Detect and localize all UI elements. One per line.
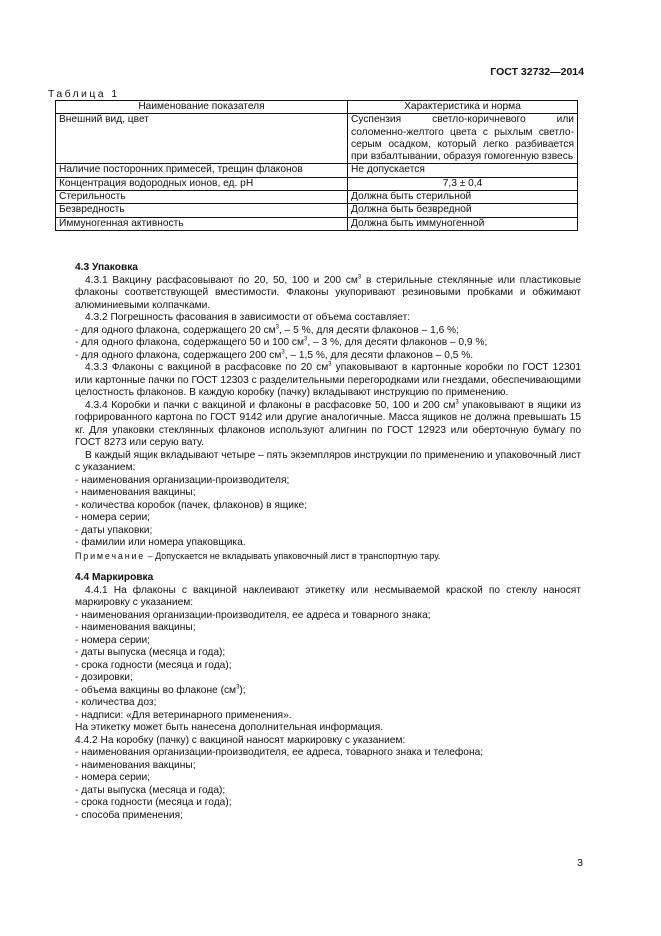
table-cell: Внешний вид, цвет	[56, 114, 348, 164]
table-row	[56, 177, 578, 190]
paragraph-4-3-3: 4.3.3 Флаконы с вакциной в расфасовке по 20 $см^3$ упаковывают в картонные коробки по ГОСТ 12301 или картонные пачки по ГОСТ 12303 с разделительными перегородками или гнездами, обеспечивающими целостность флаконов. В каждую коробку (пачку) вкладывают инструкцию по применению.	[75, 361, 582, 398]
specification-table	[55, 100, 578, 231]
list-item: - для одного флакона, содержащего 20 $см^3$, – 5 %, для десяти флаконов – 1,6 %;	[75, 324, 459, 336]
list-item: - объема вакцины во флаконе $(см^3)$;	[75, 684, 246, 696]
table-cell: Наличие посторонних примесей, трещин флаконов	[56, 164, 348, 177]
list-item: - наименования вакцины;	[75, 487, 196, 498]
list-item: - наименования вакцины;	[75, 622, 196, 633]
column-header: Характеристика и норма	[348, 101, 578, 114]
table-caption: Таблица 1	[48, 88, 120, 100]
list-item: - наименования вакцины;	[75, 759, 196, 771]
table-row	[56, 114, 578, 164]
paragraph-extra-info: На этикетку может быть нанесена дополнительная информация.	[75, 722, 384, 733]
table-cell: Безвредность	[56, 204, 348, 217]
list-item: - номера серии;	[75, 772, 150, 783]
paragraph-4-3-4: 4.3.4 Коробки и пачки с вакциной и флаконы в расфасовке 50, 100 и 200 $см^3$ упаковывают в ящики из гофрированного картона по ГОСТ 9142 или другие аналогичные. Масса ящиков не должна превышать 15 кг. Для упаковки стеклянных флаконов используют алигнин по ГОСТ 12923 или оберточную бумагу по ГОСТ 8273 или серую вату.	[75, 399, 581, 448]
list-item: - наименования организации-производителя, ее адреса, товарного знака и телефона;	[75, 747, 484, 758]
table-row	[56, 191, 578, 204]
list-item: - номера серии;	[75, 512, 150, 523]
list-item: - фамилии или номера упаковщика.	[75, 537, 246, 548]
paragraph-4-3-2: 4.3.2 Погрешность фасования в зависимости от объема составляет:	[85, 312, 411, 323]
list-item: - для одного флакона, содержащего 200 $см^3$, – 1,5 %, для десяти флаконов – 0,5 %.	[75, 349, 474, 361]
table-cell: 7,3 ± 0,4	[348, 177, 578, 190]
list-item: - срока годности (месяца и года);	[75, 797, 232, 808]
column-header: Наименование показателя	[56, 101, 348, 114]
list-item: - номера серии;	[75, 634, 150, 646]
table-cell: Иммуногенная активность	[56, 217, 348, 230]
paragraph-4-4-2: 4.4.2 На коробку (пачку) с вакциной наносят маркировку с указанием:	[75, 734, 406, 746]
section-heading-packing: 4.3 Упаковка	[75, 262, 138, 273]
list-item: - для одного флакона, содержащего 50 и 100 $см^3$, – 3 %, для десяти флаконов – 0,9 %;	[75, 336, 488, 348]
list-item: - надписи: «Для ветеринарного применения».	[75, 709, 292, 721]
standard-header: ГОСТ 32732—2014	[490, 66, 584, 78]
list-item: - срока годности (месяца и года);	[75, 659, 232, 671]
page-number: 3	[577, 857, 583, 869]
spacer	[75, 562, 581, 572]
list-item: - даты выпуска (месяца и года);	[75, 647, 226, 658]
table-row	[56, 164, 578, 177]
table-cell: Должна быть иммуногенной	[348, 217, 578, 230]
table-row	[56, 204, 578, 217]
list-item: - дозировки;	[75, 672, 133, 683]
list-item: - даты упаковки;	[75, 524, 153, 536]
paragraph-4-4-1: 4.4.1 На флаконы с вакциной наклеивают этикетку или несмываемой краской по стеклу наносят маркировку с указанием:	[75, 584, 581, 608]
table-cell: Должна быть стерильной	[348, 191, 578, 204]
list-item: - наименования организации-производителя;	[75, 474, 290, 486]
paragraph-4-3-5: В каждый ящик вкладывают четыре – пять экземпляров инструкции по применению и упаковочный лист с указанием:	[75, 449, 581, 473]
table-row	[56, 217, 578, 230]
list-item: - способа применения;	[75, 809, 183, 821]
table-cell: Стерильность	[56, 191, 348, 204]
table-header-row	[56, 101, 578, 114]
table-cell: Концентрация водородных ионов, ед. pH	[56, 177, 348, 190]
list-item: - наименования организации-производителя, ее адреса и товарного знака;	[75, 609, 431, 621]
paragraph-4-3-1: 4.3.1 Вакцину расфасовывают по 20, 50, 100 и 200 $см^3$ в стерильные стеклянные или пластиковые флаконы соответствующей вместимости. Флаконы укупоривают резиновыми пробками и обжимают алюминиевыми колпачками.	[75, 274, 581, 311]
list-item: - даты выпуска (месяца и года);	[75, 784, 226, 796]
body-text	[75, 262, 581, 822]
table-cell: Суспензия светло-коричневого или соломенно-желтого цвета с рыхлым светло-серым осадком, который легко разбивается при взбалтывании, образуя гомогенную взвесь	[348, 114, 578, 164]
table-cell: Не допускается	[348, 164, 578, 177]
section-heading-marking: 4.4 Маркировка	[75, 572, 154, 583]
table-cell: Должна быть безвредной	[348, 204, 578, 217]
note: Примечание – Допускается не вкладывать упаковочный лист в транспортную тару.	[75, 550, 441, 561]
list-item: - количества коробок (пачек, флаконов) в ящике;	[75, 499, 308, 511]
list-item: - количества доз;	[75, 697, 157, 708]
